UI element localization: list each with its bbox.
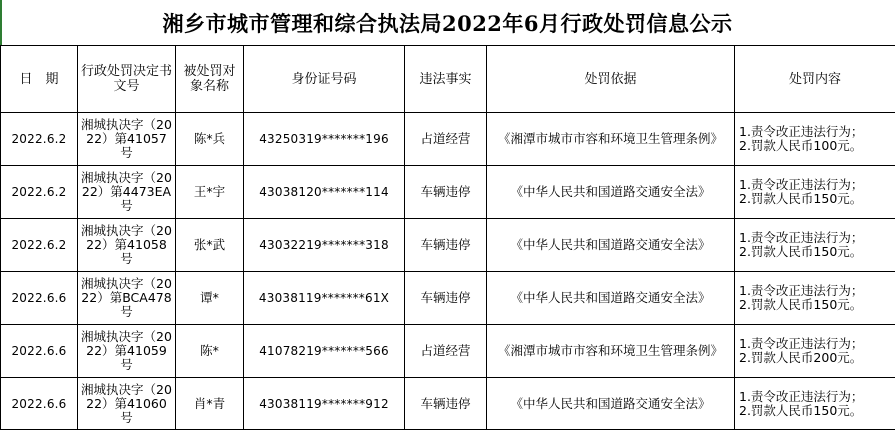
cell-id-no: 43250319*******196 [244,113,405,166]
penalty-table [0,45,895,430]
table-row [1,325,895,378]
table-row [1,113,895,166]
cell-id-no: 43038119*******912 [244,378,405,430]
content-line-1: 1.责令改正违法行为； [739,124,864,139]
cell-target: 肖*青 [176,378,244,430]
cell-decision-no: 湘城执决字（2022）第4473EA号 [78,166,176,219]
cell-id-no: 43032219*******318 [244,219,405,272]
cell-decision-no: 湘城执决字（2022）第BCA478号 [78,272,176,325]
cell-target: 王*宇 [176,166,244,219]
content-line-1: 1.责令改正违法行为； [739,336,864,351]
cell-content [735,272,895,325]
cell-target: 谭* [176,272,244,325]
content-line-1: 1.责令改正违法行为； [739,388,864,404]
cell-date: 2022.6.2 [1,219,78,272]
header-target: 被处罚对象名称 [176,46,244,113]
header-date: 日 期 [1,46,78,113]
content-line-1: 1.责令改正违法行为； [739,177,864,192]
cell-date: 2022.6.6 [1,272,78,325]
header-id-no: 身份证号码 [244,46,405,113]
cell-violation: 车辆违停 [405,272,487,325]
cell-date: 2022.6.6 [1,325,78,378]
cell-target: 陈* [176,325,244,378]
cell-content [735,219,895,272]
cell-date: 2022.6.2 [1,113,78,166]
table-row [1,272,895,325]
cell-id-no: 41078219*******566 [244,325,405,378]
cell-decision-no: 湘城执决字（2022）第41057号 [78,113,176,166]
cell-violation: 车辆违停 [405,219,487,272]
cell-content [735,325,895,378]
cell-content [735,113,895,166]
cell-content [735,378,895,430]
cell-date: 2022.6.6 [1,378,78,430]
content-line-1: 1.责令改正违法行为； [739,283,864,298]
table-row [1,219,895,272]
cell-violation: 车辆违停 [405,166,487,219]
content-line-2: 2.罚款人民币100元。 [739,138,863,153]
cell-content [735,166,895,219]
cell-basis: 《中华人民共和国道路交通安全法》 [487,272,735,325]
page-title: 湘乡市城市管理和综合执法局2022年6月行政处罚信息公示 [0,0,895,46]
content-line-2: 2.罚款人民币150元。 [739,244,863,259]
header-row [1,46,895,113]
content-line-1: 1.责令改正违法行为； [739,230,864,245]
cell-violation: 占道经营 [405,325,487,378]
cell-violation: 占道经营 [405,113,487,166]
cell-date: 2022.6.2 [1,166,78,219]
cell-id-no: 43038119*******61X [244,272,405,325]
cell-decision-no: 湘城执决字（2022）第41059号 [78,325,176,378]
cell-basis: 《湘潭市城市市容和环境卫生管理条例》 [487,325,735,378]
header-content: 处罚内容 [735,46,895,113]
cell-decision-no: 湘城执决字（2022）第41060号 [78,378,176,430]
table-row [1,378,895,430]
content-line-2: 2.罚款人民币150元。 [739,191,863,206]
header-decision-no: 行政处罚决定书文号 [78,46,176,113]
cell-basis: 《中华人民共和国道路交通安全法》 [487,378,735,430]
cell-basis: 《中华人民共和国道路交通安全法》 [487,166,735,219]
cell-violation: 车辆违停 [405,378,487,430]
content-line-2: 2.罚款人民币150元。 [739,402,863,418]
header-violation: 违法事实 [405,46,487,113]
cell-target: 张*武 [176,219,244,272]
header-basis: 处罚依据 [487,46,735,113]
cell-decision-no: 湘城执决字（2022）第41058号 [78,219,176,272]
cell-id-no: 43038120*******114 [244,166,405,219]
table-row [1,166,895,219]
content-line-2: 2.罚款人民币150元。 [739,297,863,312]
cell-basis: 《中华人民共和国道路交通安全法》 [487,219,735,272]
cell-target: 陈*兵 [176,113,244,166]
cell-basis: 《湘潭市城市市容和环境卫生管理条例》 [487,113,735,166]
content-line-2: 2.罚款人民币200元。 [739,350,863,365]
